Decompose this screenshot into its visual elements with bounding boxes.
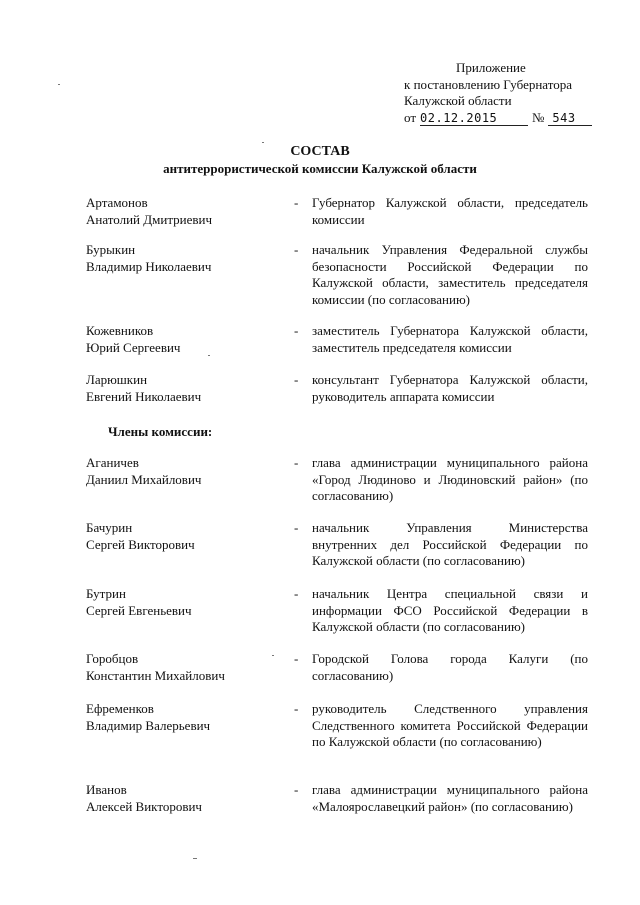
scan-speck (193, 858, 197, 859)
dash: - (294, 701, 299, 716)
surname: Ефременков (86, 701, 154, 716)
person-name (86, 651, 286, 684)
person-name (86, 455, 286, 488)
scan-speck (272, 655, 274, 656)
date-prefix: от (404, 109, 417, 125)
position: начальник Управления Федеральной службы безопасности Российской Федерации по Калужской области, заместитель председателя комиссии (по согласованию) (312, 242, 588, 307)
position: глава администрации муниципального района «Малоярославецкий район» (по согласованию) (312, 782, 588, 814)
appendix-region: Калужской области (404, 93, 512, 108)
given-names: Сергей Викторович (86, 536, 195, 552)
position: начальник Центра специальной связи и информации ФСО Российской Федерации в Калужской области (по согласованию) (312, 586, 588, 634)
given-names: Владимир Валерьевич (86, 717, 211, 733)
given-names: Сергей Евгеньевич (86, 602, 192, 618)
position: заместитель Губернатора Калужской области, заместитель председателя комиссии (312, 323, 588, 355)
given-names: Константин Михайлович (86, 667, 225, 683)
dash: - (294, 782, 299, 797)
surname: Аганичев (86, 455, 139, 470)
decree-number: 543 (548, 111, 592, 126)
dash: - (294, 195, 299, 210)
dash: - (294, 455, 299, 470)
surname: Бурыкин (86, 242, 136, 257)
given-names: Алексей Викторович (86, 798, 202, 814)
appendix-date-row (404, 110, 592, 127)
surname: Ларюшкин (86, 372, 148, 387)
appendix-header (404, 60, 592, 126)
surname: Артамонов (86, 195, 148, 210)
position: консультант Губернатора Калужской области, руководитель аппарата комиссии (312, 372, 588, 404)
dash: - (294, 242, 299, 257)
person-name (86, 782, 286, 815)
person-name (86, 701, 286, 734)
decree-date: 02.12.2015 (420, 111, 528, 126)
dash: - (294, 372, 299, 387)
person-name (86, 520, 286, 553)
position: Губернатор Калужской области, председатель комиссии (312, 195, 588, 227)
members-heading: Члены комиссии: (108, 424, 213, 439)
appendix-label: Приложение (456, 60, 526, 75)
person-name (86, 586, 286, 619)
surname: Кожевников (86, 323, 154, 338)
surname: Горобцов (86, 651, 139, 666)
position: глава администрации муниципального района «Город Людиново и Людиновский район» (по согласованию) (312, 455, 588, 503)
scan-speck (208, 355, 210, 356)
number-sign: № (532, 109, 545, 125)
surname: Бачурин (86, 520, 133, 535)
position: Городской Голова города Калуги (по согласованию) (312, 651, 588, 683)
scan-speck (262, 142, 264, 143)
scan-speck (58, 84, 60, 85)
dash: - (294, 586, 299, 601)
person-name (86, 242, 286, 275)
dash: - (294, 323, 299, 338)
dash: - (294, 520, 299, 535)
appendix-decree: к постановлению Губернатора (404, 76, 573, 92)
person-name (86, 323, 286, 356)
surname: Бутрин (86, 586, 126, 601)
given-names: Владимир Николаевич (86, 258, 212, 274)
surname: Иванов (86, 782, 127, 797)
document-title: СОСТАВ (290, 144, 350, 159)
dash: - (294, 651, 299, 666)
given-names: Даниил Михайлович (86, 471, 202, 487)
given-names: Евгений Николаевич (86, 388, 202, 404)
person-name (86, 195, 286, 228)
position: руководитель Следственного управления Следственного комитета Российской Федерации по Калужской области (по согласованию) (312, 701, 588, 749)
person-name (86, 372, 286, 405)
given-names: Юрий Сергеевич (86, 339, 181, 355)
document-subtitle: антитеррористической комиссии Калужской области (163, 161, 477, 176)
position: начальник Управления Министерства внутренних дел Российской Федерации по Калужской области (по согласованию) (312, 520, 588, 568)
given-names: Анатолий Дмитриевич (86, 211, 213, 227)
